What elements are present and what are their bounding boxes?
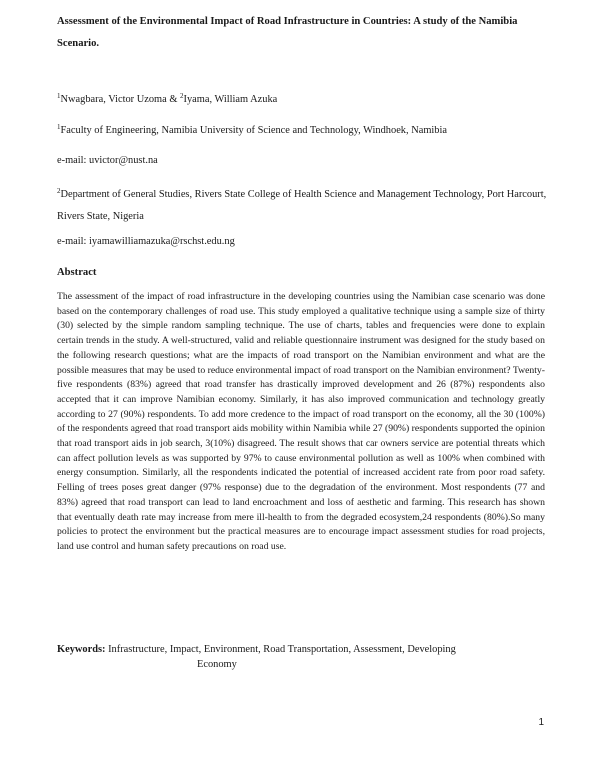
affiliation-2-text: Department of General Studies, Rivers State College of Health Science and Management Technology, Port Harcourt, Rivers State, Nigeria: [57, 189, 547, 222]
abstract-heading: Abstract: [57, 267, 97, 278]
keywords-continuation: Economy: [197, 658, 237, 670]
keywords: [57, 643, 545, 672]
author2-name: Iyama, William Azuka: [183, 94, 278, 105]
email-1: e-mail: uvictor@nust.na: [57, 155, 158, 166]
affiliation-1-mark: 1: [57, 123, 61, 131]
author1-affiliation-mark: 1: [57, 92, 61, 100]
paper-title: Assessment of the Environmental Impact of Road Infrastructure in Countries: A study of the Namibia Scenario.: [57, 16, 518, 49]
author1-name: Nwagbara, Victor Uzoma &: [60, 94, 181, 105]
abstract-body: The assessment of the impact of road infrastructure in the developing countries using the Namibian case scenario was done based on the contemporary challenges of road use. This study employed a qualitative technique using a sample size of thirty (30) selected by the simple random sampling technique. The use of charts, tables and frequencies were done to explain certain trends in the study. A well-structured, valid and reliable questionnaire instrument was designed for the study based on the following research questions; what are the impacts of road transport on the Namibian environment and what are the possible measures that may be used to reduce environmental impact of road transport on the Namibian environment? Twenty-five respondents (83%) agreed that road transfer has drastically improved development and 26 (87%) respondents also accepted that it can improve Namibian economy. Similarly, it has also improved communication and technology greatly according to 27 (90%) respondents. To add more credence to the impact of road transport on the economy, all the 30 (100%) of the respondents agreed that road transport aids mobility within Namibia while 27 (90%) respondents supported the opinion that road transport aids in job search, 3(10%) disagreed. The result shows that car owners service are potential threats which can affect pollution levels as was supported by 97% to cause environmental pollution as well as 100% when combined with energy consumption. Similarly, all the respondents indicated the potential of increased accident rate from poor road safety. Felling of trees poses great danger (97% response) due to the degradation of the environment. Most respondents (77 and 83%) agreed that road transport can lead to land encroachment and loss of aesthetic and farming. This research has shown that eventually death rate may increase from mere ill-health to from the degraded ecosystem,24 respondents (80%).So many policies to protect the environment but the practical measures are to encourage impact assessment studies for road projects, land use control and human safety precautions on road use.: [57, 291, 545, 552]
email-2: e-mail: iyamawilliamazuka@rschst.edu.ng: [57, 236, 235, 247]
keywords-text: Infrastructure, Impact, Environment, Road Transportation, Assessment, Developing: [105, 644, 456, 655]
author-line: [57, 93, 277, 107]
keywords-label: Keywords:: [57, 644, 106, 655]
page-number: 1: [538, 717, 544, 728]
affiliation-2: [57, 184, 557, 228]
affiliation-2-mark: 2: [57, 187, 61, 195]
affiliation-1-text: Faculty of Engineering, Namibia University of Science and Technology, Windhoek, Namibia: [60, 125, 447, 136]
author2-affiliation-mark: 2: [180, 92, 184, 100]
affiliation-1: [57, 124, 447, 138]
